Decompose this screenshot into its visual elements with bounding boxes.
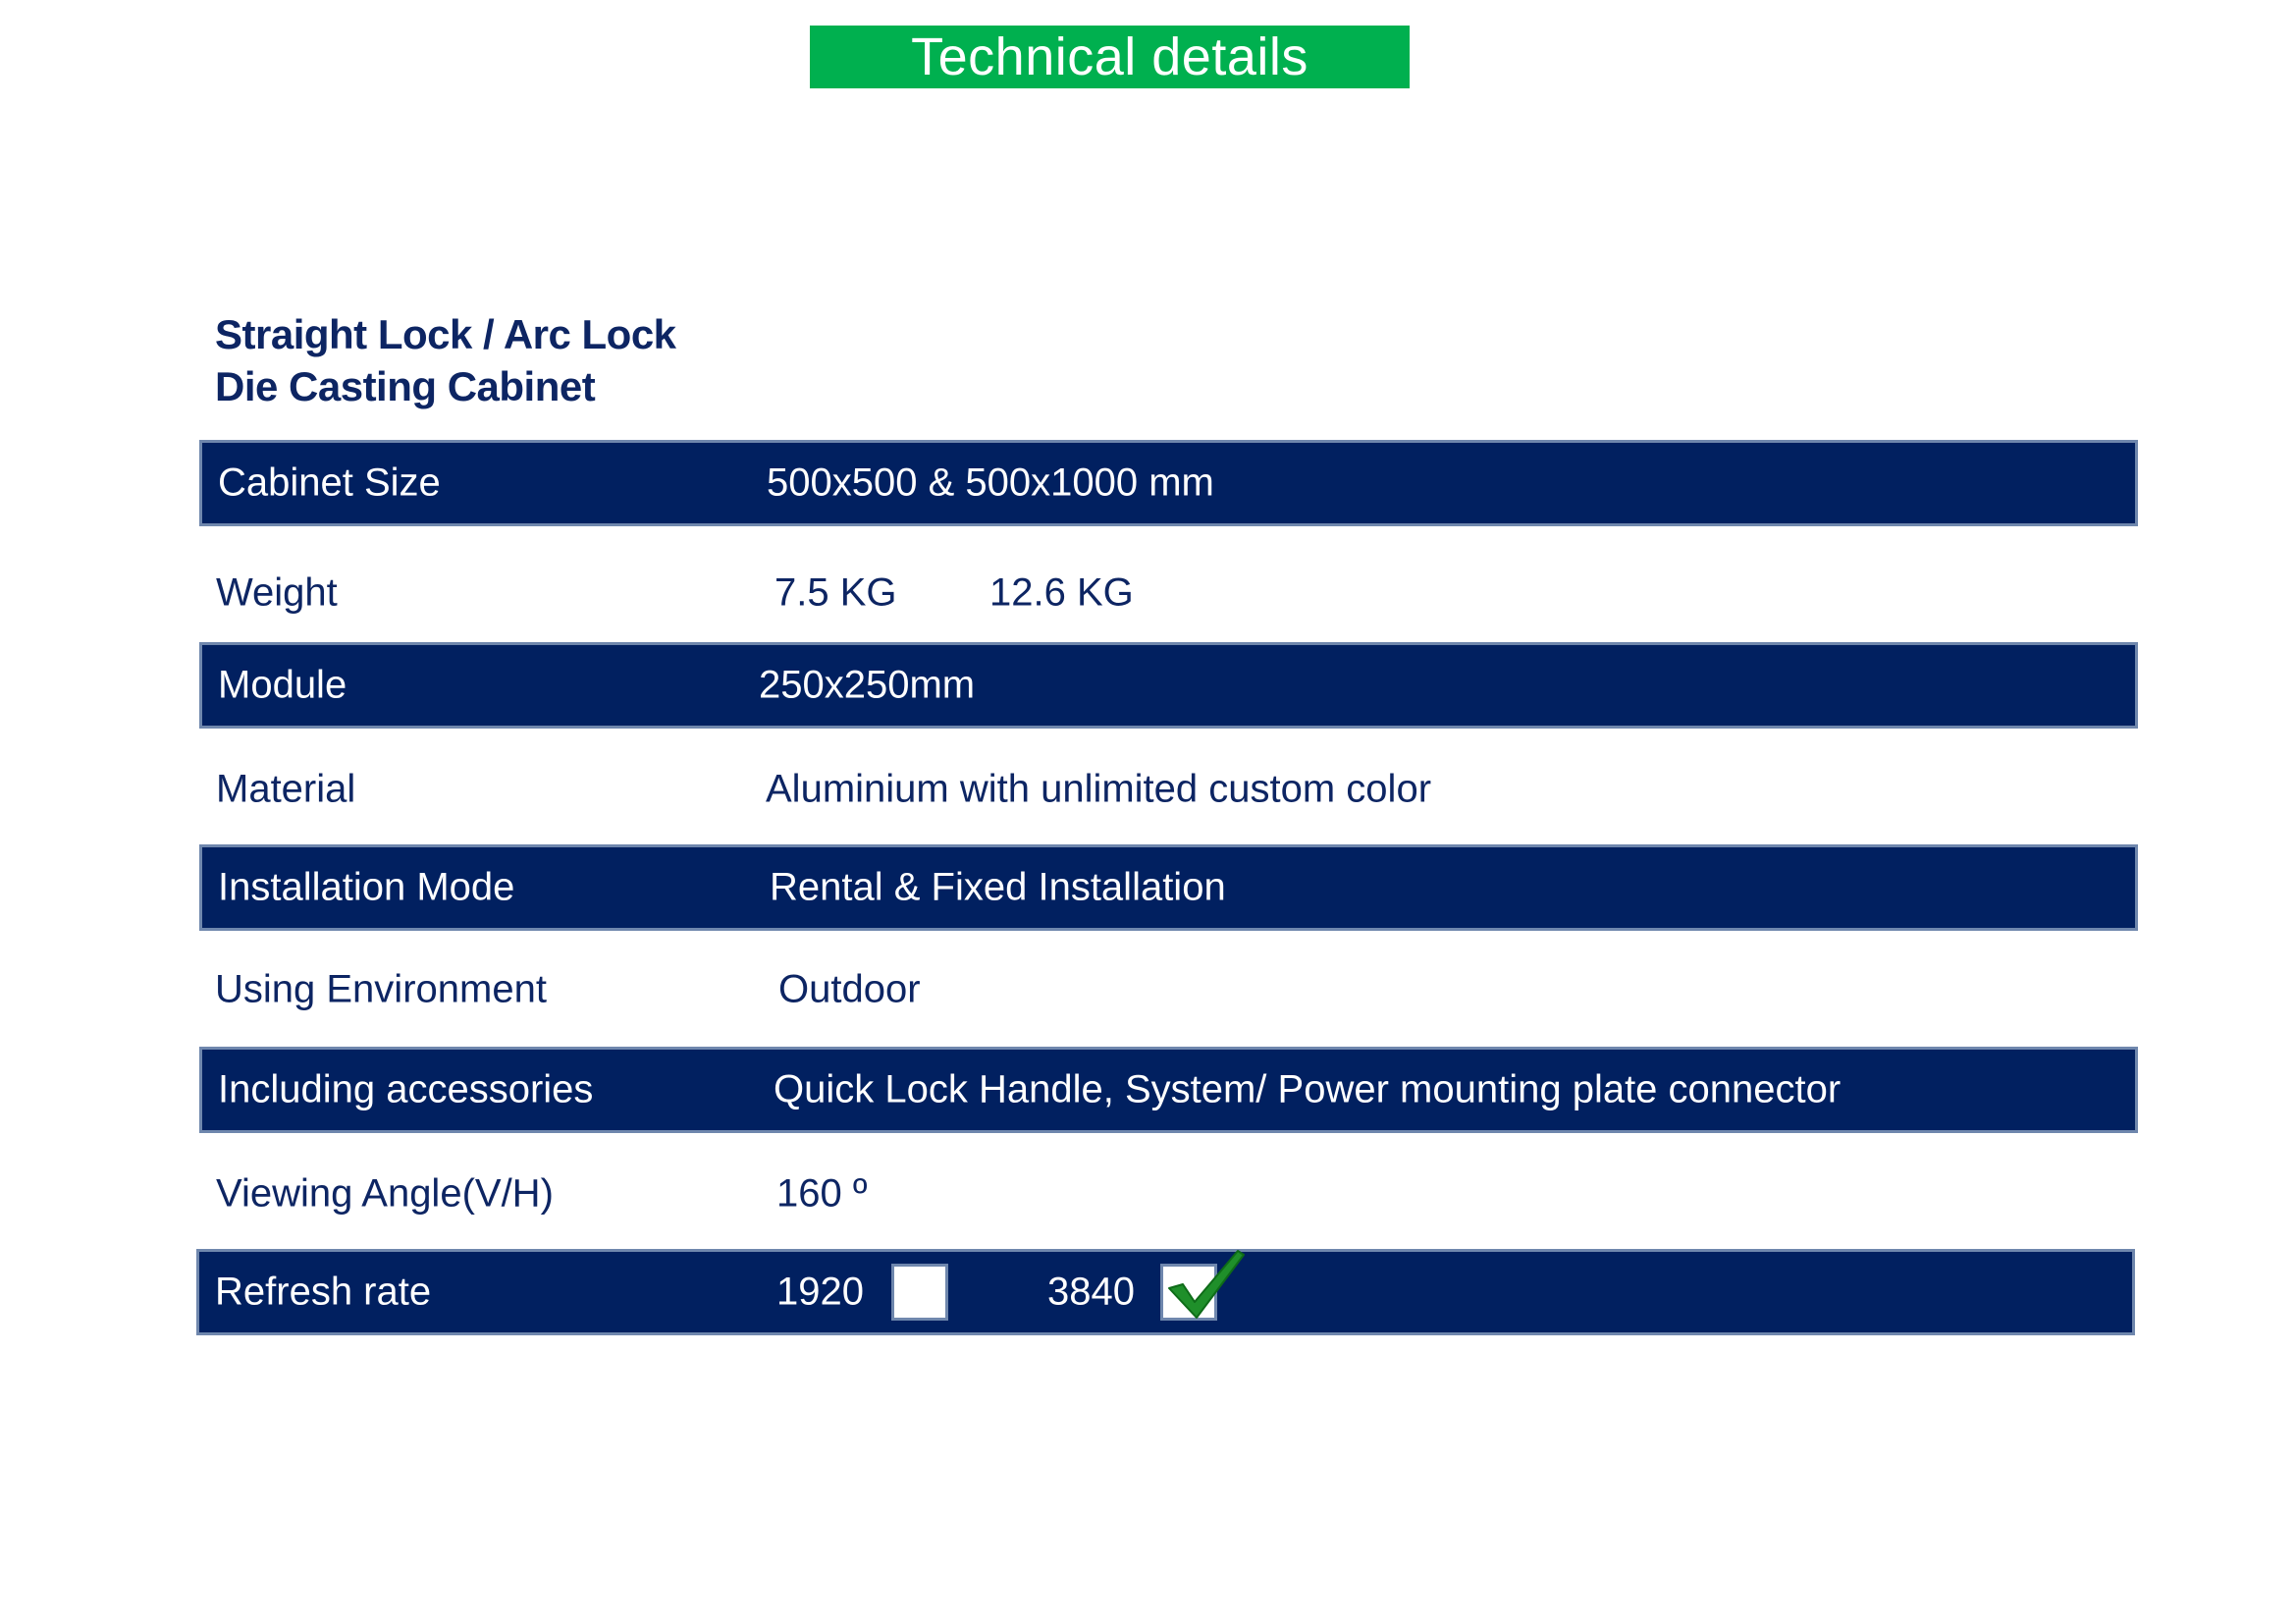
refresh-option-3840-label: 3840 bbox=[1047, 1270, 1135, 1314]
refresh-option-1920-checkbox[interactable] bbox=[891, 1264, 948, 1321]
spec-row-module bbox=[199, 642, 2138, 729]
spec-row-material bbox=[199, 746, 2138, 833]
product-heading-line-1: Straight Lock / Arc Lock bbox=[215, 311, 676, 357]
spec-row-cabinet-size bbox=[199, 440, 2138, 526]
spec-value: Rental & Fixed Installation bbox=[770, 865, 1226, 909]
spec-row-viewing-angle bbox=[199, 1151, 2138, 1237]
spec-value: 500x500 & 500x1000 mm bbox=[767, 460, 1214, 505]
spec-value: 250x250mm bbox=[759, 663, 976, 707]
spec-value: Quick Lock Handle, System/ Power mounting plate connector bbox=[774, 1067, 1842, 1111]
spec-label: Refresh rate bbox=[215, 1270, 432, 1314]
refresh-option-3840-checkbox[interactable] bbox=[1160, 1264, 1217, 1321]
spec-label: Material bbox=[216, 767, 356, 811]
refresh-option-1920-label: 1920 bbox=[776, 1270, 864, 1314]
spec-label: Weight bbox=[216, 570, 338, 615]
spec-value: Aluminium with unlimited custom color bbox=[766, 767, 1432, 811]
page-title: Technical details bbox=[911, 27, 1308, 86]
spec-row-accessories bbox=[199, 1047, 2138, 1133]
spec-label: Including accessories bbox=[218, 1067, 594, 1111]
spec-label: Installation Mode bbox=[218, 865, 515, 909]
spec-row-refresh-rate bbox=[196, 1249, 2135, 1335]
spec-label: Viewing Angle(V/H) bbox=[216, 1171, 554, 1216]
spec-value: Outdoor bbox=[778, 967, 921, 1011]
spec-row-weight bbox=[199, 550, 2138, 636]
spec-value: 160 º bbox=[776, 1171, 868, 1216]
spec-row-installation-mode bbox=[199, 844, 2138, 931]
product-heading bbox=[215, 308, 676, 412]
product-heading-line-2: Die Casting Cabinet bbox=[215, 363, 596, 409]
spec-label: Using Environment bbox=[215, 967, 547, 1011]
checkmark-icon bbox=[1161, 1247, 1250, 1326]
spec-value-small-cabinet: 7.5 KG bbox=[774, 570, 897, 615]
spec-row-using-environment bbox=[199, 947, 2138, 1033]
page-title-banner bbox=[810, 26, 1410, 88]
spec-value-large-cabinet: 12.6 KG bbox=[989, 570, 1134, 615]
spec-label: Module bbox=[218, 663, 347, 707]
spec-label: Cabinet Size bbox=[218, 460, 441, 505]
